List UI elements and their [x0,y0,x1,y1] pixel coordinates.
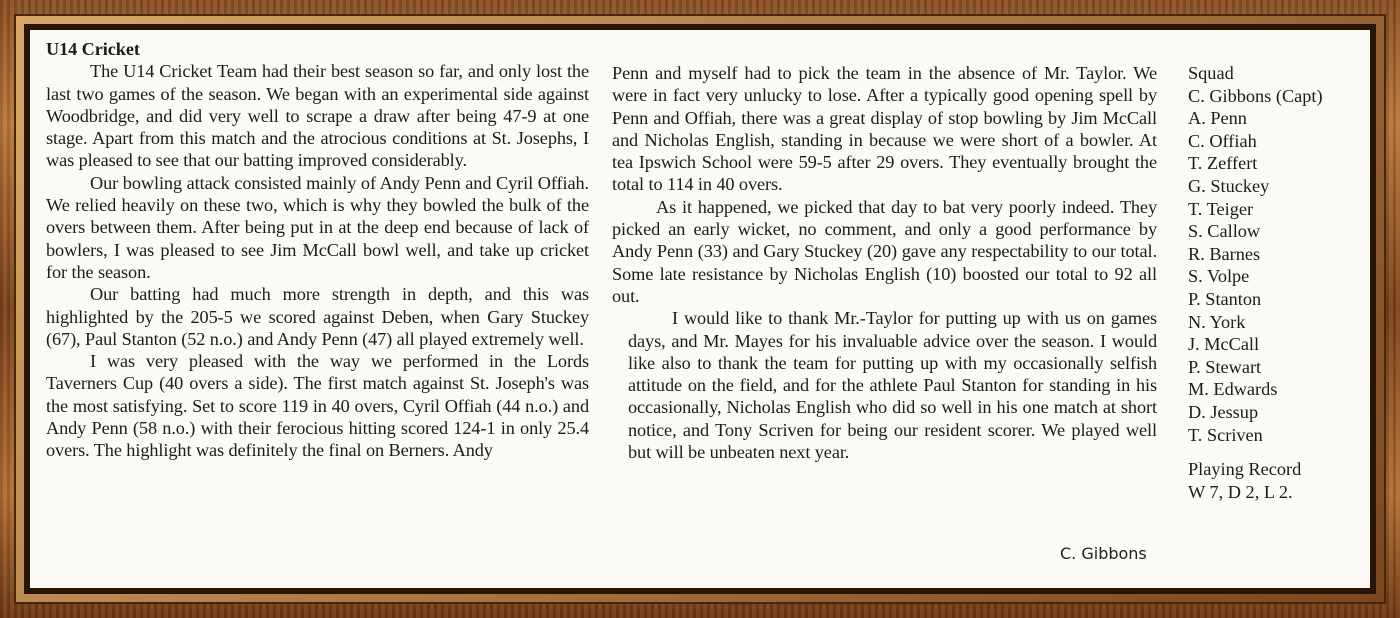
squad-member: C. Gibbons (Capt) [1188,85,1323,106]
squad-title: Squad [1188,63,1234,83]
squad-member: M. Edwards [1188,379,1278,400]
article-paragraph: Our batting had much more strength in depth, and this was highlighted by the 205-5 we scored against Deben, when Gary Stuckey (67), Paul Stanton (52 n.o.) and Andy Penn (47) all played extremely well. [46,284,589,349]
squad-member: P. Stewart [1188,356,1262,377]
article-paragraph: I would like to thank Mr.-Taylor for putting up with us on games days, and Mr. Mayes for his invaluable advice over the season. I would like also to thank the team for putting up with my occasionally selfish attitude on the field, and for the athlete Paul Stanton for standing in his occasionally, Nicholas English who did so well in his one match at short notice, and Tony Scriven for being our resident scorer. We played well but will be unbeaten next year. [628,308,1157,463]
article-column-2 [612,62,1157,463]
squad-member: T. Teiger [1188,198,1254,219]
squad-member: R. Barnes [1188,243,1261,264]
squad-member: P. Stanton [1188,288,1262,309]
playing-record-title: Playing Record [1188,459,1302,480]
squad-member: S. Volpe [1188,266,1250,287]
article-paragraph: Our bowling attack consisted mainly of Andy Penn and Cyril Offiah. We relied heavily on these two, which is why they bowled the bulk of the overs between them. After being put in at the deep end because of lack of bowlers, I was pleased to see Jim McCall bowl well, and take up cricket for the season. [46,172,589,282]
squad-member: T. Scriven [1188,424,1263,445]
squad-member: C. Offiah [1188,130,1257,151]
squad-member: N. York [1188,311,1246,332]
squad-member: J. McCall [1188,334,1260,355]
playing-record: W 7, D 2, L 2. [1188,481,1293,502]
article-paragraph: As it happened, we picked that day to bat very poorly indeed. They picked an early wicket, no comment, and only a good performance by Andy Penn (33) and Gary Stuckey (20) gave any respectability to our total. Some late resistance by Nicholas English (10) boosted our total to 92 all out. [612,196,1157,306]
spacer [1188,446,1368,458]
squad-member: S. Callow [1188,221,1261,242]
squad-member: D. Jessup [1188,401,1259,422]
squad-sidebar [1188,62,1368,503]
article-paragraph: I was very pleased with the way we performed in the Lords Taverners Cup (40 overs a side). The first match against St. Joseph's was the most satisfying. Set to score 119 in 40 overs, Cyril Offiah (44 n.o.) and Andy Penn (58 n.o.) with their ferocious hitting scored 124-1 in only 25.4 overs. The highlight was definitely the final on Berners. Andy [46,351,589,461]
signature: C. Gibbons [1060,544,1147,563]
article-paragraph: The U14 Cricket Team had their best season so far, and only lost the last two games of the season. We began with an experimental side against Woodbridge, and did very well to scrape a draw after being 47-9 at one stage. Apart from this match and the atrocious conditions at St. Josephs, I was pleased to see that our batting improved considerably. [46,61,589,171]
newspaper-clipping [30,30,1370,588]
squad-member: T. Zeffert [1188,153,1258,174]
article-paragraph: Penn and myself had to pick the team in the absence of Mr. Taylor. We were in fact very unlucky to lose. After a typically good opening spell by Penn and Offiah, there was a great display of stop bowling by Jim McCall and Nicholas English, standing in because we were short of a bowler. At tea Ipswich School were 59-5 after 29 overs. They eventually brought the total to 114 in 40 overs. [612,63,1157,195]
article-column-1 [46,38,589,462]
article-heading: U14 Cricket [46,39,140,59]
squad-member: G. Stuckey [1188,175,1270,196]
squad-member: A. Penn [1188,108,1247,129]
